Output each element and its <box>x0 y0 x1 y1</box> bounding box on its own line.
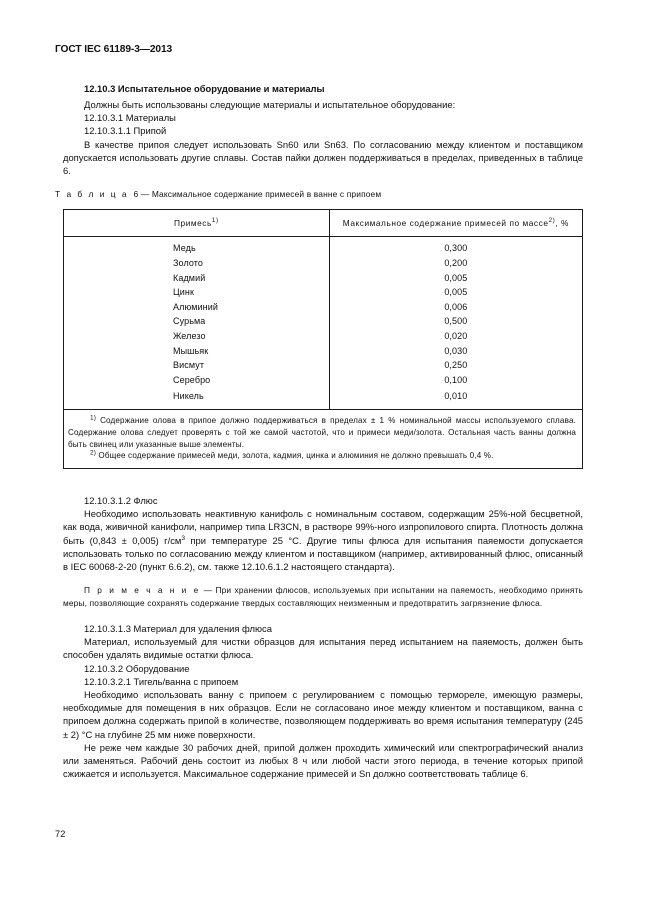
table-header-max-content-footnote-marker: 2) <box>548 217 556 225</box>
table-row <box>64 329 582 344</box>
table-footnote-2 <box>68 450 576 462</box>
table-row <box>64 344 582 359</box>
subsection-heading-12-10-3-1: 12.10.3.1 Материалы <box>84 112 176 124</box>
table-header-max-content-label: Максимальное содержание примесей по массе <box>342 218 549 228</box>
subsection-heading-12-10-3-2: 12.10.3.2 Оборудование <box>84 662 190 674</box>
paragraph-note-flux-storage <box>63 584 583 609</box>
table-row <box>64 314 582 329</box>
page-number: 72 <box>55 829 66 839</box>
table-cell-impurity-value: 0,006 <box>444 301 468 312</box>
table-footnotes <box>64 409 582 467</box>
table-row <box>64 256 582 271</box>
paragraph-flux-removal-material: Материал, используемый для чистки образцов для испытания перед испытанием на паяемость, должен быть способен удалять видимые остатки флюса. <box>63 636 583 661</box>
table-cell-impurity-value: 0,100 <box>444 374 468 385</box>
footnote-1-text: Содержание олова в припое должно поддерживаться в пределах ± 1 % номинальной массы используемого сплава. Содержание олова следует проверять с той же самой частотой, что и примеси меди/золота. Остальная часть ванны должна быть свинец или указанные выше элементы. <box>68 416 576 449</box>
paragraph-solder-composition: В качестве припоя следует использовать Sn60 или Sn63. По согласованию между клиентом и поставщиком допускается использовать другие сплавы. Состав пайки должен поддерживаться в пределах, приведенных в таблице 6. <box>63 138 583 177</box>
paragraph-solder-bath: Необходимо использовать ванну с припоем с регулированием с помощью термореле, имеющую размеры, необходимые для помещения в них образцов. Если не согласовано иное между клиентом и поставщиком, ванна с припоем должна содержать припой в количестве, позволяющем поддерживать во время испытания температуру (245 ± 2) °С на глубине 25 мм ниже поверхности. <box>63 689 583 740</box>
table-cell-impurity-value: 0,005 <box>444 272 468 283</box>
section-heading-12-10-3: 12.10.3 Испытательное оборудование и материалы <box>84 83 325 94</box>
table-cell-impurity-value: 0,500 <box>444 316 468 327</box>
table-header-max-content <box>329 210 582 237</box>
footnote-2-marker: 2) <box>90 449 96 457</box>
upper-text-block <box>63 82 583 177</box>
table-caption-number: 6 <box>133 189 139 199</box>
table-cell-impurity-value: 0,300 <box>444 242 468 253</box>
table-row <box>64 387 582 409</box>
table-cell-impurity-name: Мышьяк <box>64 344 329 359</box>
table-cell-impurity-name: Золото <box>64 256 329 271</box>
table-cell-impurity-name: Висмут <box>64 358 329 373</box>
subsection-heading-12-10-3-1-2: 12.10.3.1.2 Флюс <box>84 495 158 506</box>
table-row <box>64 271 582 286</box>
table-cell-impurity-name: Никель <box>64 387 329 409</box>
table-caption-text: — Максимальное содержание примесей в ванне с припоем <box>140 189 382 199</box>
table-caption-label: Т а б л и ц а <box>55 189 129 199</box>
table-row <box>64 237 582 257</box>
subsection-heading-12-10-3-1-3: 12.10.3.1.3 Материал для удаления флюса <box>84 623 272 635</box>
table-footnote-1 <box>68 415 576 450</box>
note-label: П р и м е ч а н и е <box>84 585 201 596</box>
table-cell-impurity-value: 0,020 <box>444 330 468 341</box>
table-header-max-content-unit: , % <box>555 218 569 228</box>
table-cell-impurity-name: Серебро <box>64 373 329 388</box>
table-row <box>64 300 582 315</box>
table-cell-impurity-name: Цинк <box>64 285 329 300</box>
table-cell-impurity-value: 0,030 <box>444 345 468 356</box>
document-header-standard-number: ГОСТ IEC 61189-3—2013 <box>55 44 173 55</box>
table-row <box>64 358 582 373</box>
paragraph-intro: Должны быть использованы следующие материалы и испытательное оборудование: <box>84 99 456 110</box>
impurities-table <box>63 209 583 469</box>
table-cell-impurity-name: Железо <box>64 329 329 344</box>
table-cell-impurity-name: Медь <box>64 237 329 257</box>
table-cell-impurity-name: Алюминий <box>64 300 329 315</box>
table-cell-impurity-value: 0,200 <box>444 258 468 268</box>
subsection-heading-12-10-3-1-1: 12.10.3.1.1 Припой <box>84 125 167 137</box>
table-cell-impurity-value: 0,005 <box>444 287 468 298</box>
paragraph-solder-analysis: Не реже чем каждые 30 рабочих дней, припой должен проходить химический или спектрографический анализ или заменяться. Рабочий день состоит из любых 8 ч или любой части этого периода, в течение которых припой сжижается и используется. Максимальное содержание примесей и Sn должно соответствовать таблице 6. <box>63 741 583 780</box>
table-header-row <box>64 210 582 237</box>
table-header-impurity <box>64 210 329 237</box>
table-cell-impurity-value: 0,010 <box>444 391 468 402</box>
footnote-2-text: Общее содержание примесей меди, золота, кадмия, цинка и алюминия не должно превышать 0,4 %. <box>98 451 494 461</box>
lower-text-block <box>63 494 583 780</box>
note-text: — При хранении флюсов, используемых при испытании на паяемость, необходимо принять меры, позволяющие сохранять содержание твердых составляющих неизменным и предотвратить загрязнение флюса. <box>63 585 583 608</box>
table-cell-impurity-value: 0,250 <box>444 360 468 371</box>
subsection-heading-12-10-3-2-1: 12.10.3.2.1 Тигель/ванна с припоем <box>84 675 239 687</box>
table-header-impurity-footnote-marker: 1) <box>211 217 219 225</box>
table-caption <box>55 189 381 199</box>
paragraph-flux: Необходимо использовать неактивную канифоль с номинальным составом, содержащим 25%-ной бесцветной, как вода, живичной канифоли, например типа LR3CN, в растворе 99%-ного изпропилового спирта. Плотность должна быть (0,843 ± 0,005) $г/см^3$ при температуре 25 °С. Другие типы флюса для испытания паяемости допускается использовать только по согласованию между клиентом и поставщиком (например, активированный флюс, описанный в IEC 60068-2-20 (пункт 6.6.2), см. также 12.10.6.1.2 настоящего стандарта). <box>63 508 583 573</box>
table-row <box>64 373 582 388</box>
table-cell-impurity-name: Кадмий <box>64 271 329 286</box>
footnote-1-marker: 1) <box>90 414 96 422</box>
table-cell-impurity-name: Сурьма <box>64 314 329 329</box>
table-row <box>64 285 582 300</box>
table-header-impurity-label: Примесь <box>174 218 212 228</box>
